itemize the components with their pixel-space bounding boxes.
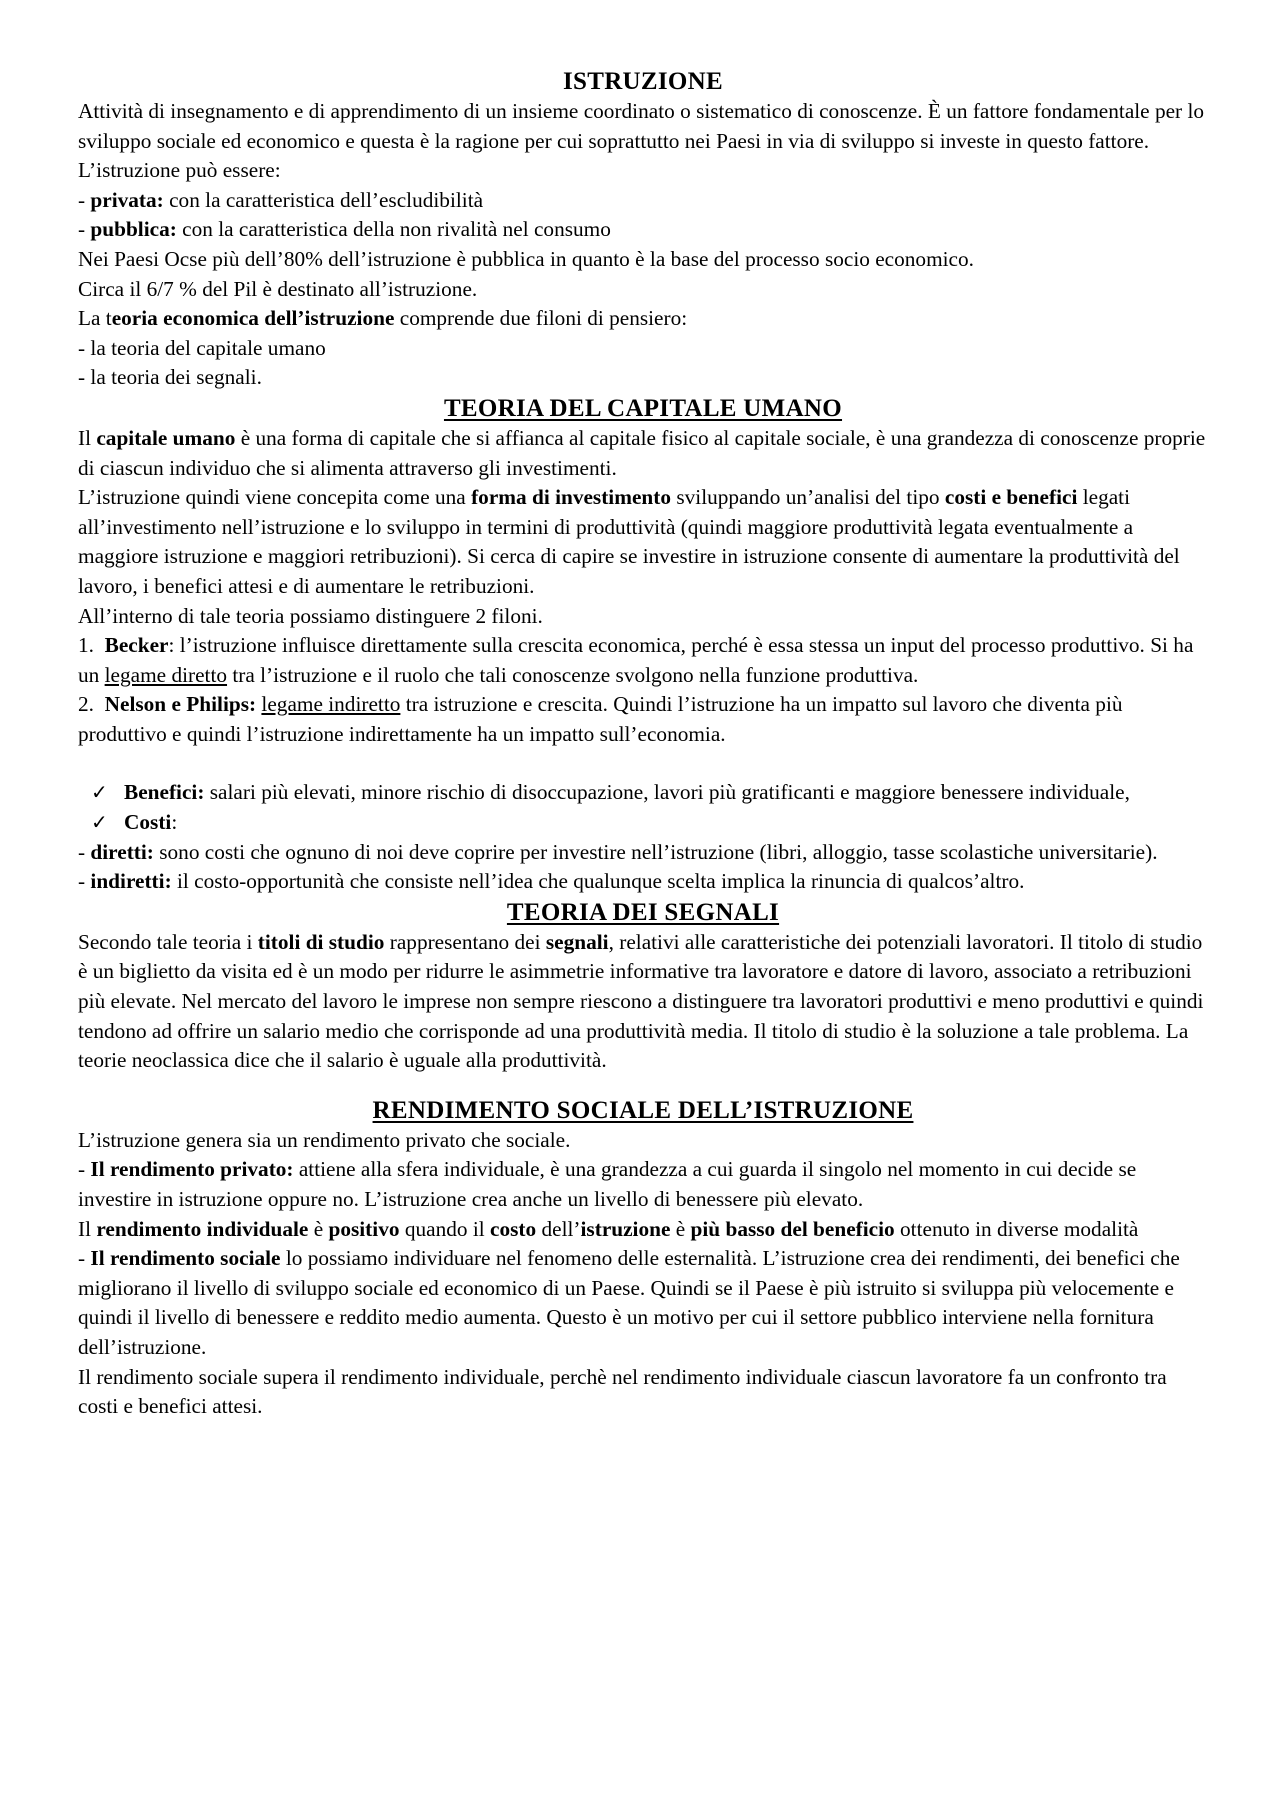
spacer <box>78 1076 1208 1095</box>
filone-capitale-umano: - la teoria del capitale umano <box>78 335 326 360</box>
ind-3: quando il <box>399 1216 491 1241</box>
becker-text2: tra l’istruzione e il ruolo che tali conoscenze svolgono nella funzione produttiva. <box>227 662 919 687</box>
rendimento-individuale <box>78 1215 1208 1245</box>
ind-2: è <box>308 1216 329 1241</box>
privato-text: attiene alla sfera individuale, è una grandezza a cui guarda il singolo nel momento in cui decide se investire in istruzione oppure no. L’istruzione crea anche un livello di benessere più elevato. <box>78 1157 1137 1211</box>
privata-label: privata: <box>90 187 164 212</box>
istruzione-pil: Circa il 6/7 % del Pil è destinato all’istruzione. <box>78 276 478 301</box>
diretti-text: sono costi che ognuno di noi deve coprire per investire nell’istruzione (libri, alloggio, tasse scolastiche universitarie). <box>153 839 1158 864</box>
costi-indiretti: - indiretti: il costo-opportunità che consiste nell’idea che qualunque scelta implica la rinuncia di qualcos’altro. <box>78 869 1025 894</box>
ind-5: è <box>670 1216 691 1241</box>
teoria-pre: La t <box>78 306 112 331</box>
costi-colon: : <box>171 810 178 835</box>
pubblica-text: con la caratteristica della non rivalità nel consumo <box>176 217 611 242</box>
p2-bold2: costi e benefici <box>944 485 1078 510</box>
nelson-underlined: legame indiretto <box>261 692 401 717</box>
pubblica-label: pubblica: <box>90 217 177 242</box>
capitale-umano-p2 <box>78 483 1208 601</box>
p1-post: è una forma di capitale che si affianca al capitale fisico al capitale sociale, è una grandezza di conoscenze proprie di ciascun individuo che si alimenta attraverso gli investimenti. <box>78 425 1206 480</box>
capitale-umano-p1 <box>78 424 1208 483</box>
segnali-paragraph <box>78 928 1208 1076</box>
teoria-bold: eoria economica dell’istruzione <box>111 306 395 331</box>
teoria-post: comprende due filoni di pensiero: <box>394 306 688 331</box>
p1-bold: capitale umano <box>96 425 236 450</box>
section-title-capitale-umano: TEORIA DEL CAPITALE UMANO <box>443 394 843 422</box>
benefici-label: Benefici: <box>124 780 205 805</box>
filone-segnali: - la teoria dei segnali. <box>78 365 262 390</box>
becker-text1: : l’istruzione influisce direttamente sulla crescita economica, perché è essa stessa un input del processo produttivo. Si ha un <box>78 633 1194 687</box>
capitale-umano-p3: All’interno di tale teoria possiamo distinguere 2 filoni. <box>78 603 543 628</box>
privata-text: con la caratteristica dell’escludibilità <box>163 187 484 212</box>
istruzione-privata: - privata: con la caratteristica dell’escludibilità <box>78 187 484 212</box>
ind-4: dell’ <box>536 1216 581 1241</box>
rendimento-sociale: - Il rendimento sociale lo possiamo individuare nel fenomeno delle esternalità. L’istruzione crea dei rendimenti, dei benefici che migliorano il livello di sviluppo sociale ed economico di un Paese. Quindi se il Paese è più istruito si sviluppa più velocemente e quindi il livello di benessere e reddito medio aumenta. Questo è un motivo per cui il settore pubblico interviene nella fornitura dell’istruzione. <box>78 1246 1180 1359</box>
checkmark-icon: ✓ <box>91 780 108 805</box>
sociale-text: lo possiamo individuare nel fenomeno delle esternalità. L’istruzione crea dei rendimenti, dei benefici che migliorano il livello di sviluppo sociale ed economico di un Paese. Quindi se il Paese è più istruito si sviluppa più velocemente e quindi il livello di benessere e reddito medio aumenta. Questo è un motivo per cui il settore pubblico interviene nella fornitura dell’istruzione. <box>78 1246 1180 1359</box>
p2-bold1: forma di investimento <box>471 485 672 510</box>
sociale-label: Il rendimento sociale <box>90 1246 281 1271</box>
segnali-bold2: segnali <box>545 929 609 954</box>
becker-num: 1. <box>78 633 105 658</box>
nelson-num: 2. <box>78 692 105 717</box>
nelson-bold: Nelson e Philips: <box>104 692 257 717</box>
istruzione-puo-essere: L’istruzione può essere: <box>78 158 281 183</box>
ind-6: ottenuto in diverse modalità <box>894 1216 1139 1241</box>
becker-underlined: legame diretto <box>104 662 228 687</box>
segnali-mid: rappresentano dei <box>384 929 546 954</box>
ind-b2: positivo <box>328 1216 400 1241</box>
segnali-bold1: titoli di studio <box>257 929 385 954</box>
section-title-rendimento: RENDIMENTO SOCIALE DELL’ISTRUZIONE <box>372 1096 914 1124</box>
filone-becker <box>78 631 1208 690</box>
p2-mid: sviluppando un’analisi del tipo <box>671 485 945 510</box>
document-page <box>78 66 1208 1422</box>
ind-1: Il <box>78 1216 97 1241</box>
p2-post: legati all’investimento nell’istruzione e lo sviluppo in termini di produttività (quindi maggiore produttività legata eventualmente a maggiore istruzione e maggiori retribuzioni). Si cerca di capire se investire in istruzione consente di aumentare la produttività del lavoro, i benefici attesi e di aumentare le retribuzioni. <box>78 485 1180 598</box>
ind-b3: costo <box>490 1216 537 1241</box>
filone-nelson <box>78 690 1208 749</box>
p2-pre: L’istruzione quindi viene concepita come una <box>78 485 472 510</box>
segnali-pre: Secondo tale teoria i <box>78 929 258 954</box>
costi-item <box>78 808 1208 838</box>
rendimento-privato: - Il rendimento privato: attiene alla sfera individuale, è una grandezza a cui guarda il singolo nel momento in cui decide se investire in istruzione oppure no. L’istruzione crea anche un livello di benessere più elevato. <box>78 1157 1137 1211</box>
benefici-item <box>78 778 1208 808</box>
becker-bold: Becker <box>104 633 169 658</box>
nelson-text: tra istruzione e crescita. Quindi l’istruzione ha un impatto sul lavoro che diventa più produttivo e quindi l’istruzione indirettamente ha un impatto sull’economia. <box>78 692 1123 746</box>
costi-diretti: - diretti: sono costi che ognuno di noi deve coprire per investire nell’istruzione (libri, alloggio, tasse scolastiche universitarie). <box>78 839 1158 864</box>
istruzione-ocse: Nei Paesi Ocse più dell’80% dell’istruzione è pubblica in quanto è la base del processo socio economico. <box>78 246 974 271</box>
indiretti-label: indiretti: <box>90 869 172 894</box>
ind-b5: più basso del beneficio <box>690 1216 895 1241</box>
benefici-text: salari più elevati, minore rischio di disoccupazione, lavori più gratificanti e maggiore benessere individuale, <box>204 780 1130 805</box>
p1-pre: Il <box>78 425 97 450</box>
istruzione-pubblica: - pubblica: con la caratteristica della non rivalità nel consumo <box>78 217 611 242</box>
ind-b1: rendimento individuale <box>96 1216 309 1241</box>
costi-label: Costi <box>124 810 172 835</box>
spacer <box>78 749 1208 778</box>
privato-label: Il rendimento privato: <box>90 1157 294 1182</box>
rendimento-p1: L’istruzione genera sia un rendimento privato che sociale. <box>78 1127 571 1152</box>
section-title-segnali: TEORIA DEI SEGNALI <box>506 898 780 926</box>
istruzione-intro: Attività di insegnamento e di apprendimento di un insieme coordinato o sistematico di conoscenze. È un fattore fondamentale per lo sviluppo sociale ed economico e questa è la ragione per cui soprattutto nei Paesi in via di sviluppo si investe in questo fattore. <box>78 99 1205 153</box>
istruzione-teoria <box>78 304 1208 334</box>
ind-b4: istruzione <box>580 1216 671 1241</box>
rendimento-supera: Il rendimento sociale supera il rendimento individuale, perchè nel rendimento individuale ciascun lavoratore fa un confronto tra costi e benefici attesi. <box>78 1364 1167 1419</box>
section-title-istruzione: ISTRUZIONE <box>563 68 723 95</box>
segnali-post: , relativi alle caratteristiche dei potenziali lavoratori. Il titolo di studio è un biglietto da visita ed è un modo per ridurre le asimmetrie informative tra lavoratore e datore di lavoro, associato a retribuzioni più elevate. Nel mercato del lavoro le imprese non sempre riescono a distinguere tra lavoratori produttivi e meno produttivi e quindi tendono ad offrire un salario medio che corrisponde ad una produttività media. Il titolo di studio è la soluzione a tale problema. La teorie neoclassica dice che il salario è uguale alla produttività. <box>78 929 1204 1073</box>
checkmark-icon: ✓ <box>91 810 108 835</box>
diretti-label: diretti: <box>90 839 154 864</box>
indiretti-text: il costo-opportunità che consiste nell’idea che qualunque scelta implica la rinuncia di qualcos’altro. <box>171 869 1025 894</box>
